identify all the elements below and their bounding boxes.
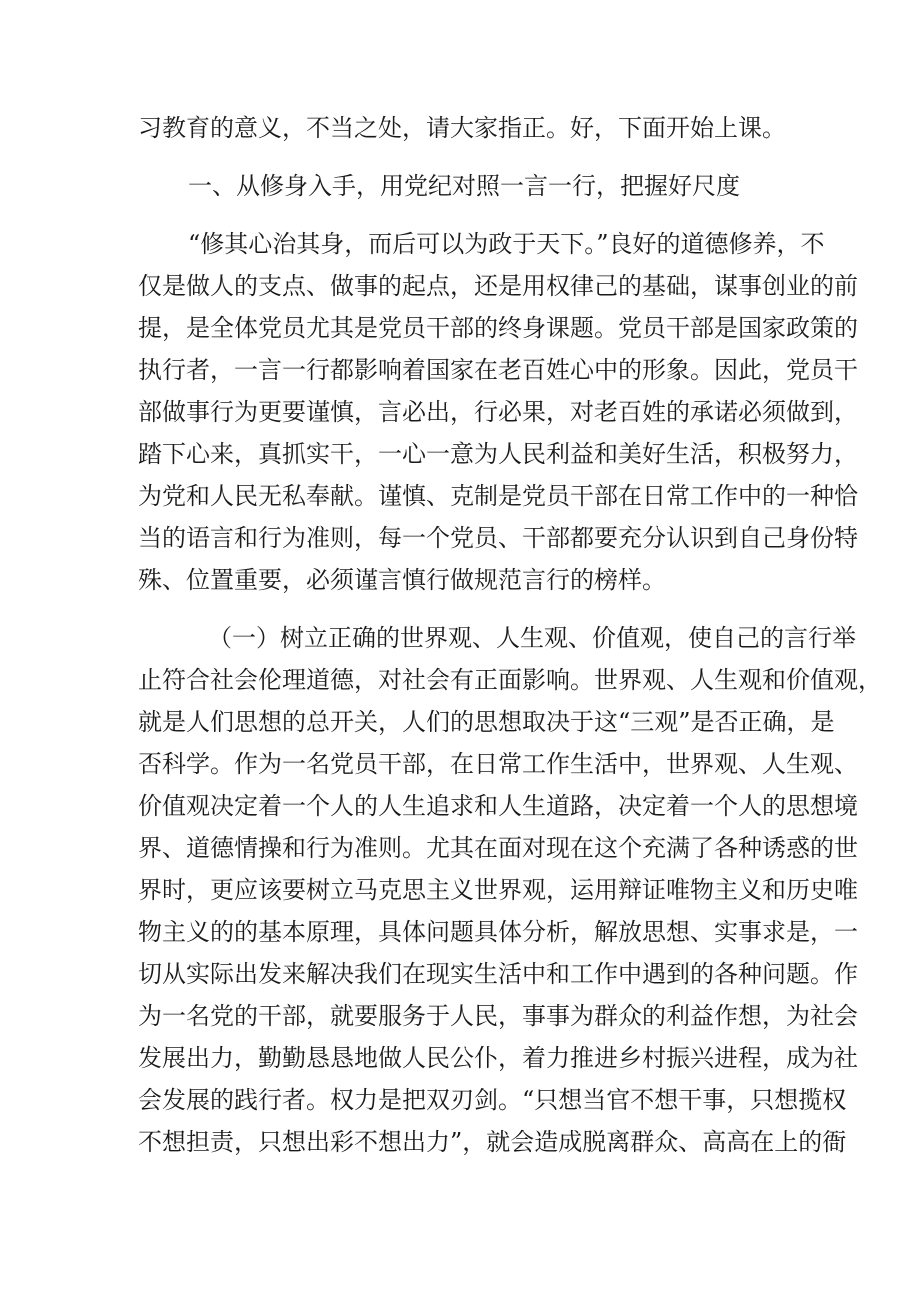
text-line: 踏下心来，真抓实干，一心一意为人民利益和美好生活，积极努力， <box>138 440 858 468</box>
text-line: 部做事行为更要谨慎，言必出，行必果，对老百姓的承诺必须做到， <box>138 398 858 426</box>
text-line: 习教育的意义，不当之处，请大家指正。好，下面开始上课。 <box>138 114 786 142</box>
section-heading: 一、从修身入手，用党纪对照一言一行，把握好尺度 <box>188 172 740 200</box>
text-line: 价值观决定着一个人的人生追求和人生道路，决定着一个人的思想境 <box>138 792 858 820</box>
text-line: 界时，更应该要树立马克思主义世界观，运用辩证唯物主义和历史唯 <box>138 876 858 904</box>
text-line: 执行者，一言一行都影响着国家在老百姓心中的形象。因此，党员干 <box>138 356 858 384</box>
text-line: 殊、位置重要，必须谨言慎行做规范言行的榜样。 <box>138 566 666 594</box>
text-line: 为一名党的干部，就要服务于人民，事事为群众的利益作想，为社会 <box>138 1002 858 1030</box>
text-line: 会发展的践行者。权力是把双刃剑。“只想当官不想干事，只想揽权 <box>138 1086 847 1114</box>
text-line: 当的语言和行为准则，每一个党员、干部都要充分认识到自己身份特 <box>138 524 858 552</box>
text-line: 止符合社会伦理道德，对社会有正面影响。世界观、人生观和价值观， <box>138 666 882 694</box>
text-line: 发展出力，勤勤恳恳地做人民公仆，着力推进乡村振兴进程，成为社 <box>138 1044 858 1072</box>
text-line: 切从实际出发来解决我们在现实生活中和工作中遇到的各种问题。作 <box>138 960 858 988</box>
text-line: 提，是全体党员尤其是党员干部的终身课题。党员干部是国家政策的 <box>138 314 858 342</box>
text-line: 就是人们思想的总开关，人们的思想取决于这“三观”是否正确，是 <box>138 708 835 736</box>
text-line: 界、道德情操和行为准则。尤其在面对现在这个充满了各种诱惑的世 <box>138 834 858 862</box>
text-line: 物主义的的基本原理，具体问题具体分析，解放思想、实事求是，一 <box>138 918 858 946</box>
text-line: 仅是做人的支点、做事的起点，还是用权律己的基础，谋事创业的前 <box>138 272 858 300</box>
text-line: “修其心治其身，而后可以为政于天下。”良好的道德修养，不 <box>188 230 825 258</box>
text-line: 为党和人民无私奉献。谨慎、克制是党员干部在日常工作中的一种恰 <box>138 482 858 510</box>
text-line: 不想担责，只想出彩不想出力”，就会造成脱离群众、高高在上的衙 <box>138 1128 847 1156</box>
text-line: 否科学。作为一名党员干部，在日常工作生活中，世界观、人生观、 <box>138 750 858 778</box>
text-line: （一）树立正确的世界观、人生观、价值观，使自己的言行举 <box>208 624 856 652</box>
